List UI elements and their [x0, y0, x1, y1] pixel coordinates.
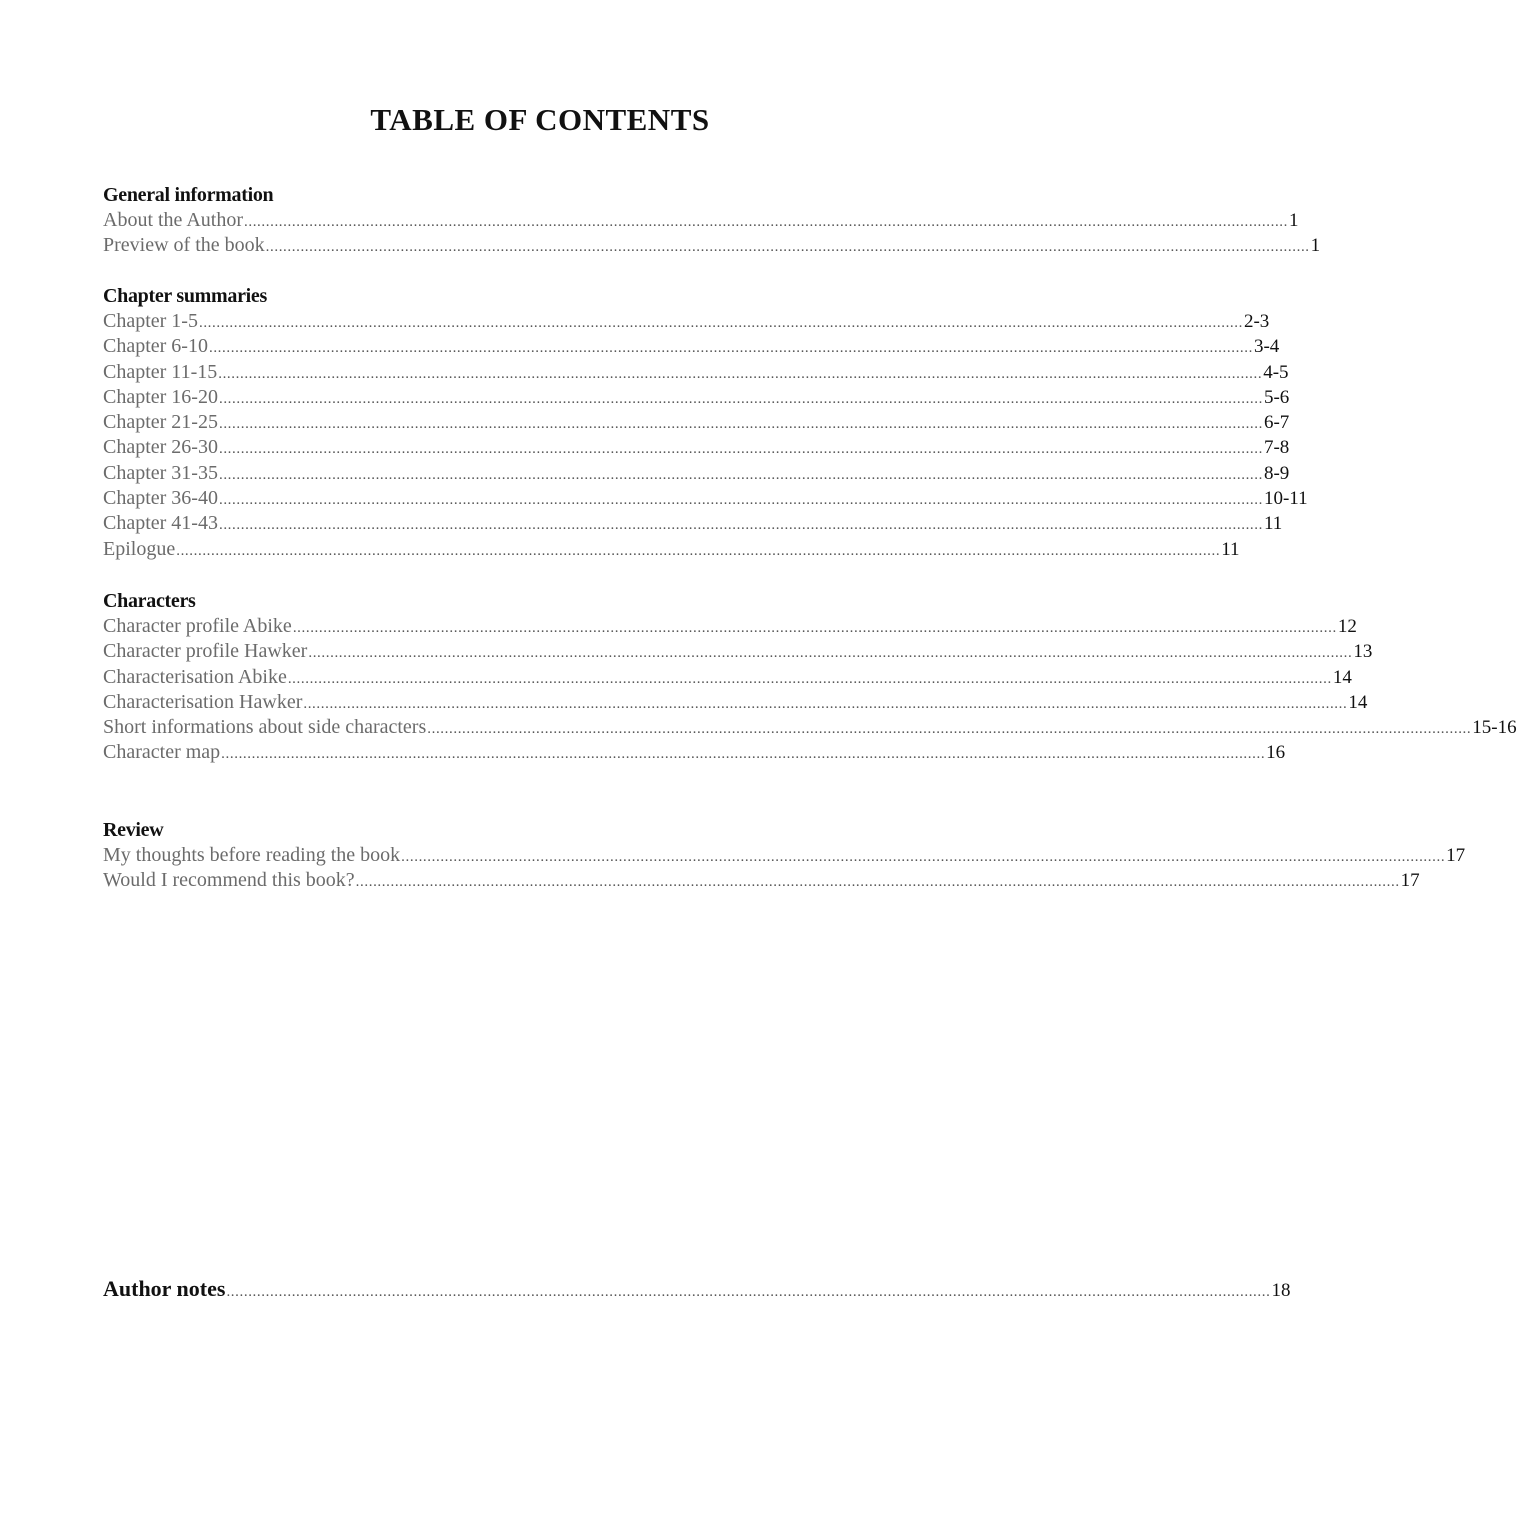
section-characters	[103, 589, 1517, 766]
toc-entry[interactable]	[103, 690, 1368, 715]
entry-label: Character map	[103, 741, 221, 764]
toc-entry[interactable]	[103, 486, 1308, 511]
dot-leader: ................................................................................................................................................................................................................................................	[355, 874, 1400, 891]
entry-page-number: 13	[1353, 641, 1373, 663]
entry-page-number: 17	[1400, 870, 1420, 892]
entry-page-number: 14	[1332, 666, 1352, 688]
dot-leader: ................................................................................................................................................................................................................................................	[308, 645, 1353, 662]
dot-leader: ................................................................................................................................................................................................................................................	[218, 466, 1263, 483]
entry-page-number: 7-8	[1263, 437, 1290, 459]
toc-entry[interactable]	[103, 410, 1290, 435]
entry-page-number: 4-5	[1263, 361, 1289, 383]
entry-label: Characterisation Abike	[103, 665, 287, 688]
toc-entry[interactable]	[103, 385, 1290, 410]
section-review	[103, 818, 1466, 894]
dot-leader: ................................................................................................................................................................................................................................................	[218, 492, 1263, 509]
dot-leader: ................................................................................................................................................................................................................................................	[218, 365, 1263, 382]
entry-label: Character profile Hawker	[103, 640, 308, 663]
entry-page-number: 3-4	[1253, 336, 1280, 358]
toc-entry[interactable]	[103, 511, 1283, 536]
author-notes-label: Author notes	[103, 1276, 226, 1301]
toc-entry[interactable]	[103, 740, 1286, 765]
entry-page-number: 15-16	[1472, 717, 1517, 739]
entry-page-number: 2-3	[1243, 311, 1270, 332]
dot-leader: ................................................................................................................................................................................................................................................	[401, 849, 1446, 865]
entry-page-number: 1	[1310, 235, 1321, 257]
dot-leader: ................................................................................................................................................................................................................................................	[303, 695, 1348, 712]
entry-page-number: 8-9	[1263, 462, 1290, 484]
toc-entry[interactable]	[103, 537, 1240, 562]
entry-label: Chapter 26-30	[103, 436, 218, 459]
entry-label: Would I recommend this book?	[103, 869, 355, 892]
dot-leader: ................................................................................................................................................................................................................................................	[208, 340, 1253, 357]
entry-page-number: 10-11	[1263, 488, 1308, 510]
entry-page-number: 1	[1289, 210, 1299, 231]
entry-page-number: 14	[1348, 691, 1368, 713]
toc-entry[interactable]	[103, 868, 1420, 893]
toc-entry[interactable]	[103, 461, 1290, 486]
entry-page-number: 11	[1221, 538, 1240, 560]
dot-leader: ................................................................................................................................................................................................................................................	[292, 620, 1337, 636]
toc-entry[interactable]	[103, 614, 1357, 639]
entry-page-number: 16	[1266, 742, 1286, 764]
toc-entry[interactable]	[103, 715, 1517, 740]
entry-label: Characterisation Hawker	[103, 690, 303, 713]
entry-page-number: 5-6	[1263, 386, 1290, 408]
entry-page-number: 18	[1271, 1280, 1291, 1301]
dot-leader: ................................................................................................................................................................................................................................................	[287, 670, 1332, 687]
entry-label: Chapter 21-25	[103, 411, 218, 434]
toc-entry[interactable]	[103, 208, 1299, 233]
toc-entry[interactable]	[103, 334, 1280, 359]
section-heading: Review	[103, 819, 164, 841]
entry-page-number: 11	[1263, 513, 1283, 535]
toc-entry[interactable]	[103, 639, 1373, 664]
section-heading: Chapter summaries	[103, 285, 267, 307]
entry-label: Character profile Abike	[103, 615, 292, 637]
entry-label: Short informations about side characters	[103, 716, 427, 739]
section-general-information	[103, 183, 1321, 259]
dot-leader: ................................................................................................................................................................................................................................................	[218, 441, 1263, 458]
entry-label: About the Author	[103, 209, 243, 231]
entry-label: Chapter 36-40	[103, 487, 218, 510]
toc-entry[interactable]	[103, 309, 1270, 334]
entry-page-number: 6-7	[1263, 412, 1290, 434]
dot-leader: ................................................................................................................................................................................................................................................	[218, 517, 1263, 534]
entry-page-number: 12	[1337, 616, 1357, 637]
toc-entry[interactable]	[103, 233, 1321, 258]
dot-leader: ................................................................................................................................................................................................................................................	[427, 721, 1472, 738]
dot-leader: ................................................................................................................................................................................................................................................	[244, 214, 1288, 230]
section-heading: General information	[103, 184, 274, 206]
section-heading: Characters	[103, 590, 196, 612]
page-title: TABLE OF CONTENTS	[370, 102, 710, 137]
entry-label: Chapter 16-20	[103, 385, 218, 408]
entry-label: Chapter 11-15	[103, 360, 218, 383]
toc-entry[interactable]	[103, 435, 1290, 460]
entry-label: Chapter 1-5	[103, 310, 198, 332]
dot-leader: ................................................................................................................................................................................................................................................	[221, 746, 1266, 763]
dot-leader: ................................................................................................................................................................................................................................................	[226, 1284, 1271, 1300]
entry-label: Preview of the book	[103, 234, 265, 257]
dot-leader: ................................................................................................................................................................................................................................................	[218, 390, 1263, 407]
dot-leader: ................................................................................................................................................................................................................................................	[198, 315, 1243, 331]
toc-entry[interactable]	[103, 360, 1289, 385]
toc-entry-author-notes[interactable]	[103, 1276, 1291, 1302]
entry-label: Epilogue	[103, 537, 176, 560]
entry-label: Chapter 41-43	[103, 512, 218, 535]
entry-page-number: 17	[1446, 845, 1466, 866]
dot-leader: ................................................................................................................................................................................................................................................	[265, 239, 1310, 256]
dot-leader: ................................................................................................................................................................................................................................................	[176, 542, 1221, 559]
section-chapter-summaries	[103, 284, 1308, 562]
entry-label: Chapter 31-35	[103, 461, 218, 484]
toc-entry[interactable]	[103, 665, 1352, 690]
dot-leader: ................................................................................................................................................................................................................................................	[218, 416, 1263, 433]
toc-entry[interactable]	[103, 843, 1466, 868]
entry-label: Chapter 6-10	[103, 335, 208, 358]
entry-label: My thoughts before reading the book	[103, 844, 401, 866]
